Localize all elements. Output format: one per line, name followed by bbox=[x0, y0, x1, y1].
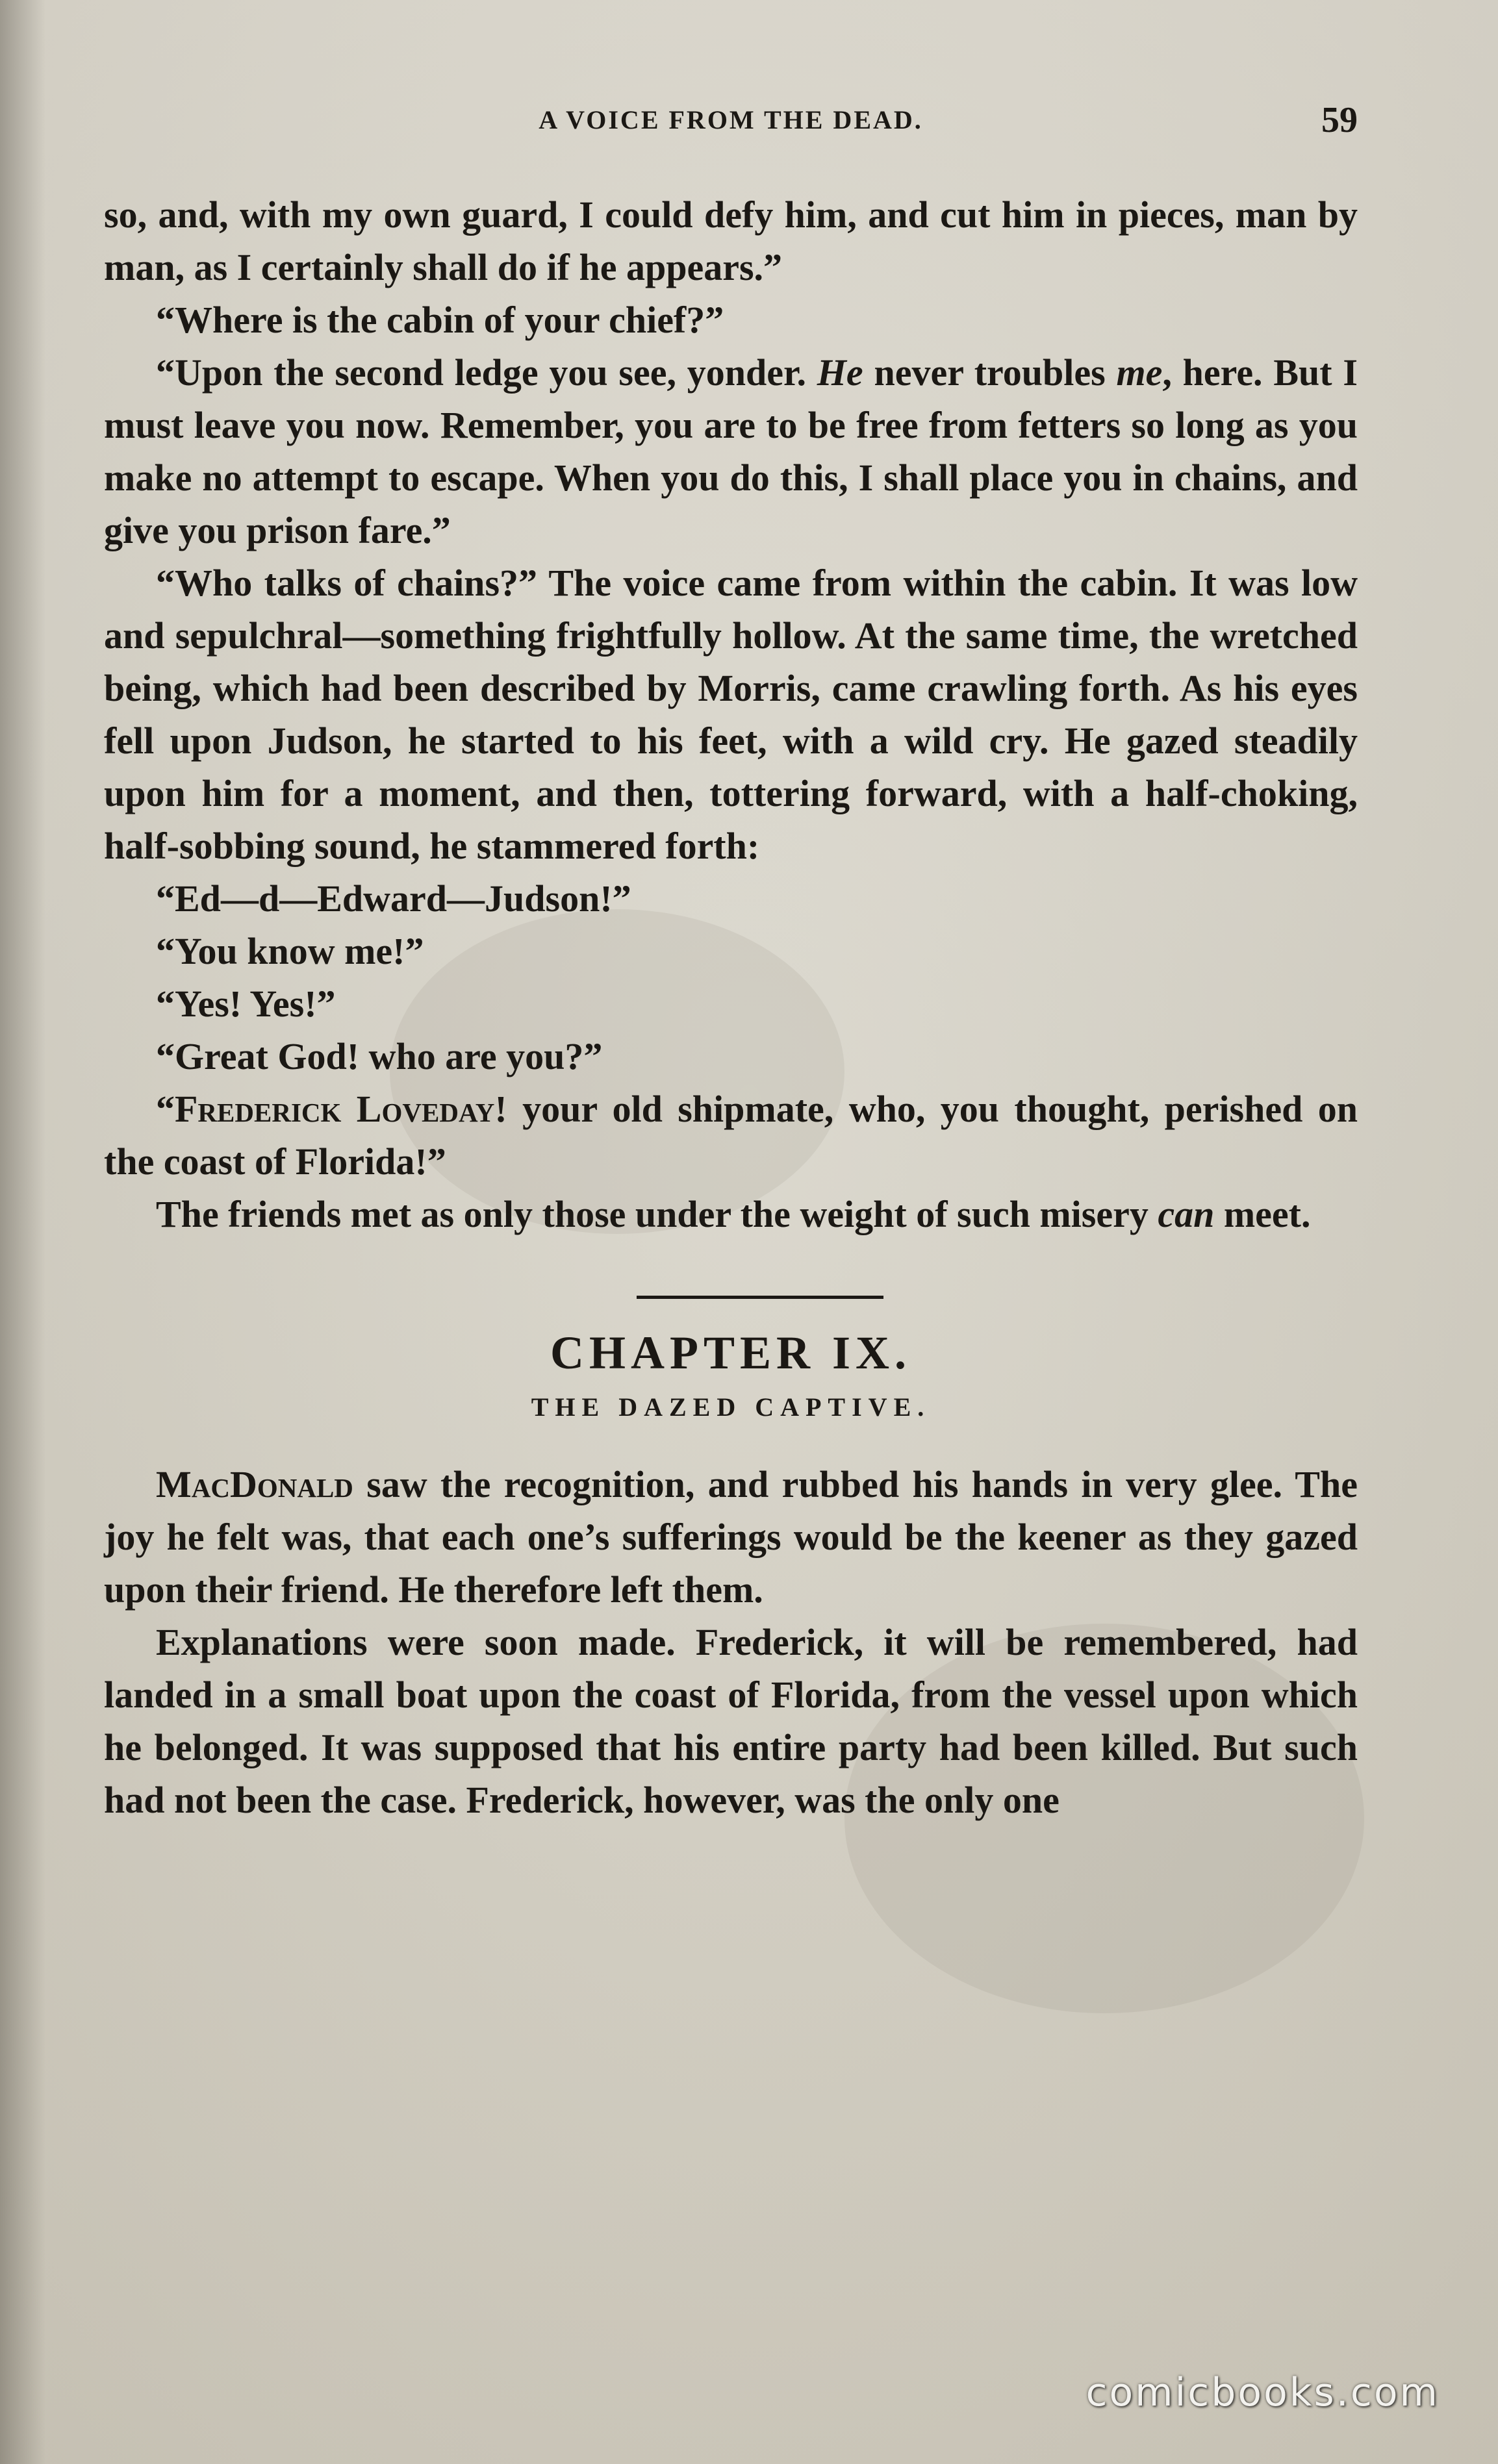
paragraph bbox=[104, 188, 1358, 294]
paragraphs-after-chapter bbox=[104, 1458, 1358, 1826]
text-run: He bbox=[817, 351, 863, 394]
text-run: “Who talks of chains?” The voice came from within the cabin. It was low and sepulchral—something frightfully hollow. At the same time, the wretched being, which had been described by Morris, came crawling forth. As his eyes fell upon Judson, he started to his feet, with a wild cry. He gazed steadily upon him for a moment, and then, tottering forward, with a half-choking, half-sobbing sound, he stammered forth: bbox=[104, 562, 1358, 867]
text-run: “ bbox=[156, 1088, 175, 1130]
paragraph bbox=[104, 1188, 1358, 1240]
text-run: MacDonald bbox=[156, 1463, 353, 1505]
text-run: “Yes! Yes!” bbox=[156, 983, 336, 1025]
body-text bbox=[104, 188, 1358, 1826]
running-head bbox=[104, 97, 1358, 143]
paragraph bbox=[104, 977, 1358, 1030]
text-run: so, and, with my own guard, I could defy him, and cut him in pieces, man by man, as I certainly shall do if he appears.” bbox=[104, 194, 1358, 288]
section-divider-rule bbox=[637, 1296, 883, 1299]
text-run: me bbox=[1116, 351, 1163, 394]
text-run: never troubles bbox=[863, 351, 1117, 394]
text-run: “Ed—d—Edward—Judson!” bbox=[156, 877, 631, 920]
section-rule-wrap bbox=[104, 1260, 1358, 1286]
paragraph bbox=[104, 872, 1358, 925]
paragraphs-before-chapter bbox=[104, 188, 1358, 1240]
text-run: “You know me!” bbox=[156, 930, 424, 972]
chapter-subtitle: THE DAZED CAPTIVE. bbox=[531, 1392, 931, 1422]
paragraph bbox=[104, 1458, 1358, 1616]
paragraph bbox=[104, 1616, 1358, 1826]
text-run: Frederick Loveday bbox=[175, 1088, 495, 1130]
text-run: , here. But I must leave you now. Remember, you are to be free from fetters so long as you make no attempt to escape. When you do this, I shall place you in chains, and give you prison fare.” bbox=[104, 351, 1358, 551]
watermark-logo: comicbooks.com bbox=[1085, 2370, 1440, 2415]
paragraph bbox=[104, 294, 1358, 346]
chapter-title: CHAPTER IX. bbox=[550, 1327, 912, 1379]
binding-shadow bbox=[0, 0, 45, 2464]
text-run: Explanations were soon made. Frederick, it will be remembered, had landed in a small boat upon the coast of Florida, from the vessel upon which he belonged. It was supposed that his entire party had been killed. But such had not been the case. Frederick, however, was the only one bbox=[104, 1621, 1358, 1821]
text-run: ! your old shipmate, who, you thought, perished on the coast of Florida!” bbox=[104, 1088, 1358, 1183]
text-run: can bbox=[1158, 1193, 1215, 1235]
text-run: meet. bbox=[1214, 1193, 1311, 1235]
paragraph bbox=[104, 1083, 1358, 1188]
paragraph bbox=[104, 1030, 1358, 1083]
page-number: 59 bbox=[1321, 100, 1358, 140]
text-run: saw the recognition, and rubbed his hands in very glee. The joy he felt was, that each one’s sufferings would be the keener as they gazed upon their friend. He therefore left them. bbox=[104, 1463, 1358, 1611]
running-head-title: A VOICE FROM THE DEAD. bbox=[539, 105, 923, 134]
paragraph bbox=[104, 925, 1358, 977]
paragraph bbox=[104, 557, 1358, 872]
text-run: “Upon the second ledge you see, yonder. bbox=[156, 351, 817, 394]
text-run: “Great God! who are you?” bbox=[156, 1035, 603, 1077]
text-run: The friends met as only those under the weight of such misery bbox=[156, 1193, 1158, 1235]
paragraph bbox=[104, 346, 1358, 557]
text-run: “Where is the cabin of your chief?” bbox=[156, 299, 724, 341]
